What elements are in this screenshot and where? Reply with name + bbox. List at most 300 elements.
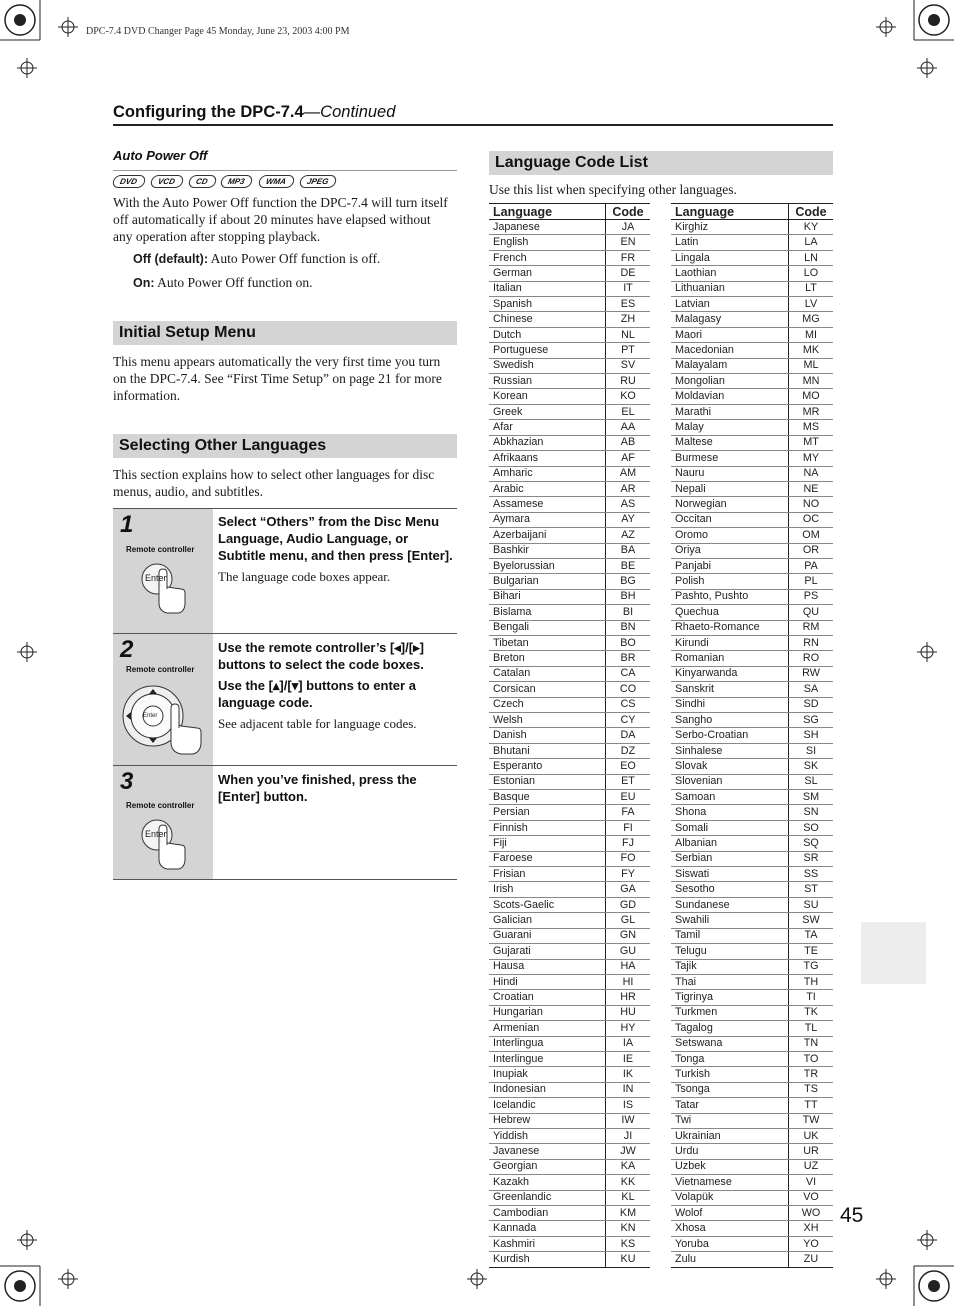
language-name: German (489, 266, 606, 281)
table-row (489, 528, 650, 543)
language-code: RU (606, 374, 651, 389)
page-title: Configuring the DPC-7.4—Continued (113, 103, 396, 121)
language-name: Indonesian (489, 1082, 606, 1097)
language-code: SL (789, 774, 834, 789)
table-row (489, 1051, 650, 1066)
language-code: LN (789, 250, 834, 265)
table-row (489, 774, 650, 789)
language-name: Oromo (671, 528, 789, 543)
step-number: 2 (120, 636, 134, 663)
language-code: MK (789, 343, 834, 358)
table-row (671, 682, 833, 697)
table-row (671, 651, 833, 666)
language-code: MR (789, 404, 834, 419)
language-name: Wolof (671, 1206, 789, 1221)
language-code-list-heading-bar: Language Code List (489, 151, 833, 175)
table-row (489, 281, 650, 296)
vcd-badge: VCD (150, 175, 185, 188)
language-name: Thai (671, 974, 789, 989)
language-code: TA (789, 928, 834, 943)
language-code: SG (789, 713, 834, 728)
language-name: Bashkir (489, 543, 606, 558)
language-name: Malayalam (671, 358, 789, 373)
language-code: LO (789, 266, 834, 281)
table-row (671, 297, 833, 312)
language-code: RO (789, 651, 834, 666)
language-name: Tigrinya (671, 990, 789, 1005)
language-code: TH (789, 974, 834, 989)
table-row (489, 1113, 650, 1128)
table-row (489, 327, 650, 342)
table-row (671, 1036, 833, 1051)
language-code: TL (789, 1021, 834, 1036)
language-code: FA (606, 805, 651, 820)
step-number: 3 (120, 768, 134, 795)
language-name: Sanskrit (671, 682, 789, 697)
language-name: Danish (489, 728, 606, 743)
table-row (489, 944, 650, 959)
language-name: Kurdish (489, 1252, 606, 1267)
language-name: Siswati (671, 867, 789, 882)
table-row (489, 343, 650, 358)
option-on: On: Auto Power Off function on. (133, 275, 313, 290)
language-name: Nauru (671, 466, 789, 481)
language-code: HR (606, 990, 651, 1005)
table-row (671, 220, 833, 235)
language-code: IN (606, 1082, 651, 1097)
table-row (489, 466, 650, 481)
table-row (671, 867, 833, 882)
language-code: RW (789, 666, 834, 681)
language-code: LT (789, 281, 834, 296)
table-row (671, 728, 833, 743)
table-row (671, 851, 833, 866)
language-code: FO (606, 851, 651, 866)
language-code: JA (606, 220, 651, 235)
language-name: Nepali (671, 481, 789, 496)
language-code: JI (606, 1128, 651, 1143)
side-tab (861, 922, 926, 984)
language-name: Serbo-Croatian (671, 728, 789, 743)
table-row (489, 759, 650, 774)
language-code: OC (789, 512, 834, 527)
language-name: Corsican (489, 682, 606, 697)
table-row (489, 250, 650, 265)
language-code: FY (606, 867, 651, 882)
language-code: KM (606, 1206, 651, 1221)
language-code: OR (789, 543, 834, 558)
language-code: UK (789, 1128, 834, 1143)
language-name: Guarani (489, 928, 606, 943)
language-code: BR (606, 651, 651, 666)
language-code: AZ (606, 528, 651, 543)
language-code: LA (789, 235, 834, 250)
table-row (671, 312, 833, 327)
table-row (671, 897, 833, 912)
language-code: AA (606, 420, 651, 435)
table-row (489, 404, 650, 419)
language-name: Finnish (489, 820, 606, 835)
table-row (489, 451, 650, 466)
language-code: FI (606, 820, 651, 835)
table-row (671, 666, 833, 681)
table-row (489, 620, 650, 635)
language-name: Chinese (489, 312, 606, 327)
language-code: MO (789, 389, 834, 404)
language-code: TS (789, 1082, 834, 1097)
language-name: Malagasy (671, 312, 789, 327)
language-code: IA (606, 1036, 651, 1051)
language-code: YO (789, 1236, 834, 1251)
table-row (671, 451, 833, 466)
column-header-language: Language (489, 204, 606, 220)
dpad-hand-icon (119, 680, 205, 760)
language-name: Frisian (489, 867, 606, 882)
language-code-list-intro: Use this list when specifying other languages. (489, 182, 737, 197)
language-code: XH (789, 1221, 834, 1236)
table-row (671, 697, 833, 712)
wma-badge: WMA (257, 175, 295, 188)
step-number: 1 (120, 511, 134, 538)
language-code: KO (606, 389, 651, 404)
language-name: Lingala (671, 250, 789, 265)
table-row (489, 974, 650, 989)
table-row (671, 1021, 833, 1036)
language-code: RM (789, 620, 834, 635)
language-code: HI (606, 974, 651, 989)
step-3-text: When you’ve finished, press the [Enter] button. (218, 772, 417, 804)
table-row (489, 867, 650, 882)
language-code: SU (789, 897, 834, 912)
language-table-right (671, 203, 833, 1268)
table-row (671, 589, 833, 604)
table-row (671, 1005, 833, 1020)
language-name: Mongolian (671, 374, 789, 389)
language-name: Kirghiz (671, 220, 789, 235)
selecting-languages-body: This section explains how to select other languages for disc menus, audio, and subtitles. (113, 467, 435, 499)
table-row (489, 851, 650, 866)
language-name: Sangho (671, 713, 789, 728)
language-code: IT (606, 281, 651, 296)
language-code: HA (606, 959, 651, 974)
language-name: Korean (489, 389, 606, 404)
language-name: Polish (671, 574, 789, 589)
language-code: SH (789, 728, 834, 743)
table-row (671, 574, 833, 589)
language-code: NL (606, 327, 651, 342)
table-row (671, 913, 833, 928)
language-code: TR (789, 1067, 834, 1082)
language-name: Azerbaijani (489, 528, 606, 543)
table-row (489, 805, 650, 820)
language-name: Burmese (671, 451, 789, 466)
language-name: Panjabi (671, 558, 789, 573)
table-row (671, 1190, 833, 1205)
table-row (671, 512, 833, 527)
language-code: NE (789, 481, 834, 496)
enter-button-hand-icon (137, 815, 197, 877)
table-row (489, 558, 650, 573)
language-name: Russian (489, 374, 606, 389)
table-row (489, 481, 650, 496)
language-name: Twi (671, 1113, 789, 1128)
language-name: Greenlandic (489, 1190, 606, 1205)
language-code: WO (789, 1206, 834, 1221)
table-row (671, 497, 833, 512)
step-3 (113, 765, 457, 880)
table-row (671, 358, 833, 373)
language-name: Inupiak (489, 1067, 606, 1082)
language-code: GU (606, 944, 651, 959)
table-row (489, 682, 650, 697)
language-name: Portuguese (489, 343, 606, 358)
language-name: Moldavian (671, 389, 789, 404)
table-row (489, 297, 650, 312)
step-1-text: Select “Others” from the Disc Menu Language, Audio Language, or Subtitle menu, and then press [Enter]. The language code boxes appear. (218, 514, 453, 584)
table-row (489, 574, 650, 589)
language-name: Spanish (489, 297, 606, 312)
language-name: Urdu (671, 1144, 789, 1159)
dvd-badge: DVD (112, 175, 147, 188)
language-code: BG (606, 574, 651, 589)
table-row (671, 1236, 833, 1251)
language-code: SV (606, 358, 651, 373)
table-row (489, 697, 650, 712)
language-code: SA (789, 682, 834, 697)
table-row (671, 1221, 833, 1236)
language-name: Tibetan (489, 635, 606, 650)
selecting-languages-heading-bar: Selecting Other Languages (113, 434, 457, 458)
language-code: LV (789, 297, 834, 312)
table-row (489, 605, 650, 620)
language-code: BA (606, 543, 651, 558)
language-name: Slovenian (671, 774, 789, 789)
table-row (671, 1252, 833, 1267)
language-code: TO (789, 1051, 834, 1066)
table-row (671, 374, 833, 389)
language-name: Turkish (671, 1067, 789, 1082)
language-name: Romanian (671, 651, 789, 666)
table-row (671, 1113, 833, 1128)
table-row (671, 420, 833, 435)
table-row (489, 543, 650, 558)
language-code: TI (789, 990, 834, 1005)
language-name: Italian (489, 281, 606, 296)
language-name: French (489, 250, 606, 265)
language-code: MS (789, 420, 834, 435)
language-code: EU (606, 790, 651, 805)
initial-setup-heading-bar: Initial Setup Menu (113, 321, 457, 345)
language-code: GL (606, 913, 651, 928)
language-name: Hausa (489, 959, 606, 974)
table-row (671, 1098, 833, 1113)
language-code: BE (606, 558, 651, 573)
table-row (489, 1206, 650, 1221)
language-name: Byelorussian (489, 558, 606, 573)
table-row (671, 1051, 833, 1066)
language-code: TT (789, 1098, 834, 1113)
language-name: Javanese (489, 1144, 606, 1159)
language-code: AB (606, 435, 651, 450)
language-code: BI (606, 605, 651, 620)
step-2 (113, 633, 457, 766)
language-code: EN (606, 235, 651, 250)
language-name: Greek (489, 404, 606, 419)
enter-icon-text: Enter (145, 573, 167, 583)
table-row (489, 1221, 650, 1236)
auto-power-off-heading: Auto Power Off (113, 148, 208, 163)
language-code: QU (789, 605, 834, 620)
table-row (489, 959, 650, 974)
language-name: Samoan (671, 790, 789, 805)
table-row (671, 882, 833, 897)
language-name: Aymara (489, 512, 606, 527)
table-row (671, 713, 833, 728)
language-code: PA (789, 558, 834, 573)
table-row (671, 1082, 833, 1097)
language-code: DE (606, 266, 651, 281)
language-name: Georgian (489, 1159, 606, 1174)
language-code: EL (606, 404, 651, 419)
column-header-code: Code (789, 204, 834, 220)
language-code: AR (606, 481, 651, 496)
language-name: Volapük (671, 1190, 789, 1205)
table-row (489, 897, 650, 912)
jpeg-badge: JPEG (298, 175, 337, 188)
language-name: Yoruba (671, 1236, 789, 1251)
language-name: Oriya (671, 543, 789, 558)
language-code: KK (606, 1175, 651, 1190)
language-name: Bhutani (489, 743, 606, 758)
table-row (671, 281, 833, 296)
language-code: SN (789, 805, 834, 820)
language-table-left (489, 203, 650, 1268)
language-code: SO (789, 820, 834, 835)
language-name: Amharic (489, 466, 606, 481)
table-row (489, 882, 650, 897)
language-name: Norwegian (671, 497, 789, 512)
table-row (671, 404, 833, 419)
language-name: Gujarati (489, 944, 606, 959)
language-code: CS (606, 697, 651, 712)
table-row (489, 266, 650, 281)
table-row (671, 435, 833, 450)
language-name: Kashmiri (489, 1236, 606, 1251)
auto-power-off-body: With the Auto Power Off function the DPC-7.4 will turn itself off automatically if about 20 minutes have elapsed without any operation after stopping playback. (113, 195, 448, 244)
language-code: MT (789, 435, 834, 450)
table-row (671, 1159, 833, 1174)
language-name: Bihari (489, 589, 606, 604)
language-name: Tamil (671, 928, 789, 943)
remote-label: Remote controller (126, 801, 195, 810)
language-code: CA (606, 666, 651, 681)
title-rule (113, 124, 833, 126)
language-code: GA (606, 882, 651, 897)
language-code: GD (606, 897, 651, 912)
language-code: AF (606, 451, 651, 466)
table-row (489, 990, 650, 1005)
language-name: Hungarian (489, 1005, 606, 1020)
table-row (671, 235, 833, 250)
language-name: Afrikaans (489, 451, 606, 466)
language-name: Scots-Gaelic (489, 897, 606, 912)
language-name: Albanian (671, 836, 789, 851)
language-name: Shona (671, 805, 789, 820)
table-row (489, 497, 650, 512)
language-code: CY (606, 713, 651, 728)
enter-button-hand-icon (137, 559, 197, 621)
language-code: KS (606, 1236, 651, 1251)
language-name: Telugu (671, 944, 789, 959)
table-row (489, 1005, 650, 1020)
table-row (671, 266, 833, 281)
step-2-panel (113, 634, 213, 766)
remote-label: Remote controller (126, 665, 195, 674)
table-row (489, 1144, 650, 1159)
language-code: ZH (606, 312, 651, 327)
table-row (671, 543, 833, 558)
language-code: TN (789, 1036, 834, 1051)
language-code: KA (606, 1159, 651, 1174)
language-name: Tajik (671, 959, 789, 974)
language-code: FR (606, 250, 651, 265)
table-row (671, 928, 833, 943)
table-row (671, 974, 833, 989)
table-row (671, 836, 833, 851)
language-code: BN (606, 620, 651, 635)
language-name: Hindi (489, 974, 606, 989)
language-code: HY (606, 1021, 651, 1036)
language-code: MY (789, 451, 834, 466)
language-code: SW (789, 913, 834, 928)
language-code: MN (789, 374, 834, 389)
language-name: Czech (489, 697, 606, 712)
table-row (671, 1175, 833, 1190)
mp3-badge: MP3 (220, 175, 254, 188)
table-row (671, 759, 833, 774)
table-row (671, 327, 833, 342)
table-row (489, 1021, 650, 1036)
language-name: Tonga (671, 1051, 789, 1066)
language-name: Quechua (671, 605, 789, 620)
language-code: BO (606, 635, 651, 650)
language-code: KL (606, 1190, 651, 1205)
language-name: Interlingue (489, 1051, 606, 1066)
table-row (489, 1252, 650, 1267)
language-code: AY (606, 512, 651, 527)
language-code: IK (606, 1067, 651, 1082)
language-code: TK (789, 1005, 834, 1020)
language-name: Turkmen (671, 1005, 789, 1020)
table-row (671, 481, 833, 496)
language-name: Galician (489, 913, 606, 928)
language-code: ST (789, 882, 834, 897)
language-name: Swedish (489, 358, 606, 373)
language-code: VO (789, 1190, 834, 1205)
language-code: DZ (606, 743, 651, 758)
language-code: BH (606, 589, 651, 604)
language-name: Afar (489, 420, 606, 435)
table-row (489, 312, 650, 327)
language-code: SR (789, 851, 834, 866)
language-code: AM (606, 466, 651, 481)
language-name: Interlingua (489, 1036, 606, 1051)
table-row (489, 220, 650, 235)
language-name: Setswana (671, 1036, 789, 1051)
language-name: Marathi (671, 404, 789, 419)
language-name: Arabic (489, 481, 606, 496)
language-code: NO (789, 497, 834, 512)
